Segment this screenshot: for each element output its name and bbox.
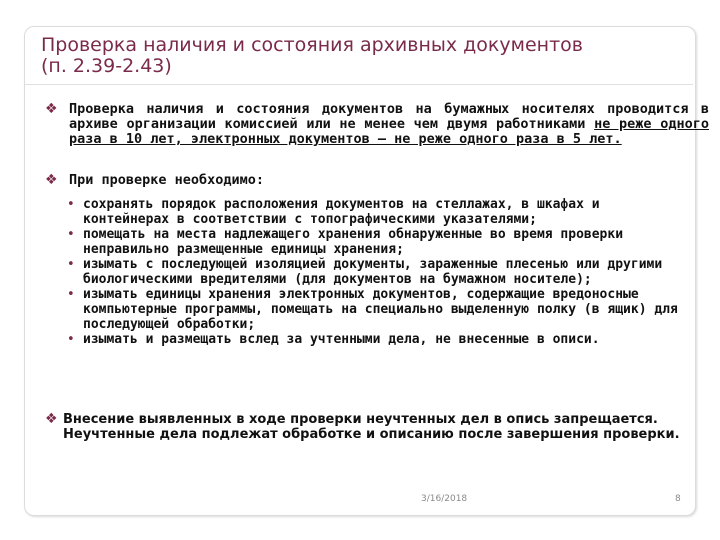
dot-bullet-icon: • [67,332,75,347]
list-item: • сохранять порядок расположения документов на стеллажах, в шкафах и контейнерах в соответствии с топографическими указателями; [67,197,600,227]
list-item: • изымать с последующей изоляцией документы, зараженные плесенью или другими биологическими вредителями (для документов на бумажном носителе); [67,257,663,287]
title-line-2: (п. 2.39-2.43) [41,55,172,77]
bullet-paragraph-2 [45,173,709,188]
diamond-bullet-icon: ❖ [45,172,58,188]
diamond-bullet-icon: ❖ [45,411,58,427]
dot-bullet-icon: • [67,197,75,212]
footer-date: 3/16/2018 [421,494,468,504]
dot-bullet-icon: • [67,257,75,272]
bullet-3-text: Внесение выявленных в ходе проверки неучтенных дел в опись запрещается. Неучтенные дела подлежат обработке и описанию после завершения проверки. [63,412,680,442]
bullet-1-underlined-text: не реже одного раза в 10 лет, электронных документов – не реже одного раза в 5 лет. [69,116,709,147]
list-item: • изымать единицы хранения электронных документов, содержащие вредоносные компьютерные программы, помещать на специально выделенную полку (в ящик) для последующей обработки; [67,287,678,332]
slide-title [41,35,681,77]
bullet-paragraph-3 [45,412,703,442]
bullet-2-text: При проверке необходимо: [69,172,265,188]
requirements-list [67,197,687,347]
diamond-bullet-icon: ❖ [45,101,58,117]
bullet-paragraph-1 [45,102,709,147]
bullet-1-text: Проверка наличия и состояния документов на бумажных носителях проводится в архиве организации комиссией или не менее чем двумя работниками [69,101,709,132]
title-divider [25,84,693,85]
dot-bullet-icon: • [67,227,75,242]
title-line-1: Проверка наличия и состояния архивных документов [41,34,583,56]
dot-bullet-icon: • [67,287,75,302]
list-item: • изымать и размещать вслед за учтенными дела, не внесенные в описи. [67,332,600,347]
list-item: • помещать на места надлежащего хранения обнаруженные во время проверки неправильно размещенные единицы хранения; [67,227,624,257]
footer-page-number: 8 [675,494,681,504]
slide [24,26,709,516]
